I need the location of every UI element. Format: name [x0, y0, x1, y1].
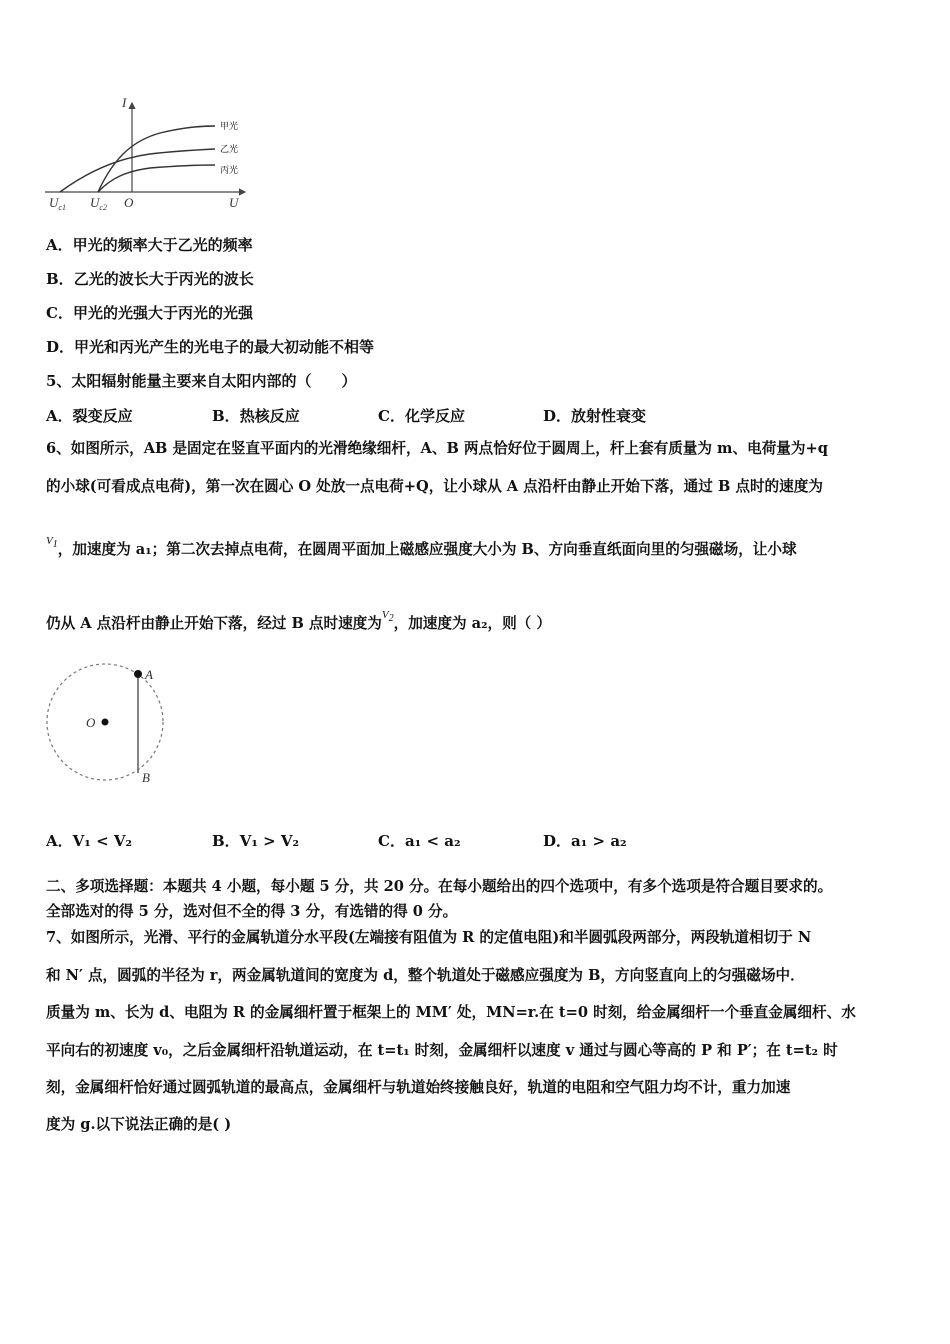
point-o	[102, 719, 109, 726]
q6-line-4-text-a: 仍从 A 点沿杆由静止开始下落，经过 B 点时速度为	[46, 615, 382, 632]
q4-option-a	[46, 235, 253, 255]
option-text: 甲光和丙光产生的光电子的最大初动能不相等	[74, 338, 375, 356]
option-text: V₁ > V₂	[239, 832, 300, 850]
q4-option-d	[46, 337, 374, 357]
option-label: D．	[543, 407, 572, 425]
option-text: a₁ < a₂	[404, 832, 461, 850]
option-label: A．	[46, 407, 73, 425]
q6-line-4-text-b: ，加速度为 a₂，则（ ）	[393, 615, 551, 632]
option-label: B．	[212, 407, 240, 425]
q6-line-4	[46, 609, 551, 639]
section2-line-2: 全部选对的得 5 分，选对但不全的得 3 分，有选错的得 0 分。	[46, 903, 458, 920]
option-text: 甲光的频率大于乙光的频率	[72, 236, 253, 254]
option-label: D．	[46, 338, 75, 356]
curve-label-bing: 丙光	[220, 166, 239, 176]
label-b: B	[142, 770, 150, 785]
q6-line-1: 6、如图所示，AB 是固定在竖直平面内的光滑绝缘细杆，A、B 两点恰好位于圆周上，杆上套有质量为 m、电荷量为+q	[46, 440, 828, 457]
curve-jia	[98, 126, 215, 192]
uc2-label: $U_{c2}$	[90, 195, 107, 212]
label-a: A	[145, 667, 153, 682]
section2-line-1: 二、多项选择题：本题共 4 小题，每小题 5 分，共 20 分。在每小题给出的四个选项中，有多个选项是符合题目要求的。	[46, 878, 833, 895]
v1-symbol: V1	[46, 535, 58, 551]
ball-a	[134, 670, 142, 678]
q5-option-c	[378, 405, 465, 426]
y-axis-label: I	[122, 95, 127, 110]
q6-option-d	[543, 830, 627, 851]
q6-line-3	[46, 535, 797, 565]
q6-option-c	[378, 830, 461, 851]
option-text: 放射性衰变	[571, 407, 647, 425]
q7-line-5: 刻，金属细杆恰好通过圆弧轨道的最高点，金属细杆与轨道始终接触良好，轨道的电阻和空气阻力均不计，重力加速	[46, 1079, 791, 1096]
q7-line-3: 质量为 m、长为 d、电阻为 R 的金属细杆置于框架上的 MM′ 处，MN=r.在 t=0 时刻，给金属细杆一个垂直金属细杆、水	[46, 1004, 856, 1021]
option-label: C．	[46, 304, 73, 322]
option-text: 乙光的波长大于丙光的波长	[73, 270, 254, 288]
q5-stem: 5、太阳辐射能量主要来自太阳内部的（ ）	[46, 372, 357, 390]
q6-line-3-text: ，加速度为 a₁；第二次去掉点电荷，在圆周平面加上磁感应强度大小为 B、方向垂直纸面向里的匀强磁场，让小球	[57, 541, 797, 558]
option-text: 甲光的光强大于丙光的光强	[72, 304, 253, 322]
q7-line-1: 7、如图所示，光滑、平行的金属轨道分水平段(左端接有阻值为 R 的定值电阻)和半圆弧段两部分，两段轨道相切于 N	[46, 929, 812, 946]
q6-line-2: 的小球(可看成点电荷)，第一次在圆心 O 处放一点电荷+Q，让小球从 A 点沿杆由静止开始下落，通过 B 点时的速度为	[46, 478, 823, 495]
option-label: C．	[378, 407, 405, 425]
q6-option-b	[212, 830, 299, 851]
v2-symbol: V2	[381, 609, 394, 625]
option-text: V₁ < V₂	[72, 832, 133, 850]
circle-rod-figure	[40, 660, 180, 790]
q4-option-b	[46, 269, 254, 289]
option-label: C．	[378, 832, 405, 850]
option-label: B．	[46, 270, 74, 288]
option-label: A．	[46, 832, 73, 850]
q5-option-a	[46, 405, 133, 426]
q7-line-6: 度为 g.以下说法正确的是( )	[46, 1116, 232, 1133]
curve-label-jia: 甲光	[220, 122, 239, 132]
photoelectric-iu-figure	[40, 95, 255, 215]
option-text: 化学反应	[404, 407, 465, 425]
q4-option-c	[46, 303, 253, 323]
option-text: a₁ > a₂	[571, 832, 627, 850]
curve-label-yi: 乙光	[220, 145, 239, 155]
x-axis-label: U	[229, 195, 239, 210]
option-text: 热核反应	[239, 407, 300, 425]
origin-label: O	[124, 195, 134, 210]
q5-option-b	[212, 405, 300, 426]
option-label: B．	[212, 832, 240, 850]
curve-bing	[98, 165, 215, 192]
label-o: O	[86, 715, 96, 730]
q6-option-a	[46, 830, 132, 851]
uc1-label: $U_{c1}$	[49, 195, 66, 212]
q5-option-d	[543, 405, 646, 426]
q7-line-2: 和 N′ 点，圆弧的半径为 r，两金属轨道间的宽度为 d，整个轨道处于磁感应强度为 B，方向竖直向上的匀强磁场中．	[46, 967, 805, 984]
option-label: A．	[46, 236, 73, 254]
option-label: D．	[543, 832, 572, 850]
q7-line-4: 平向右的初速度 v₀，之后金属细杆沿轨道运动，在 t=t₁ 时刻，金属细杆以速度 v 通过与圆心等高的 P 和 P′；在 t=t₂ 时	[46, 1042, 838, 1059]
option-text: 裂变反应	[72, 407, 133, 425]
